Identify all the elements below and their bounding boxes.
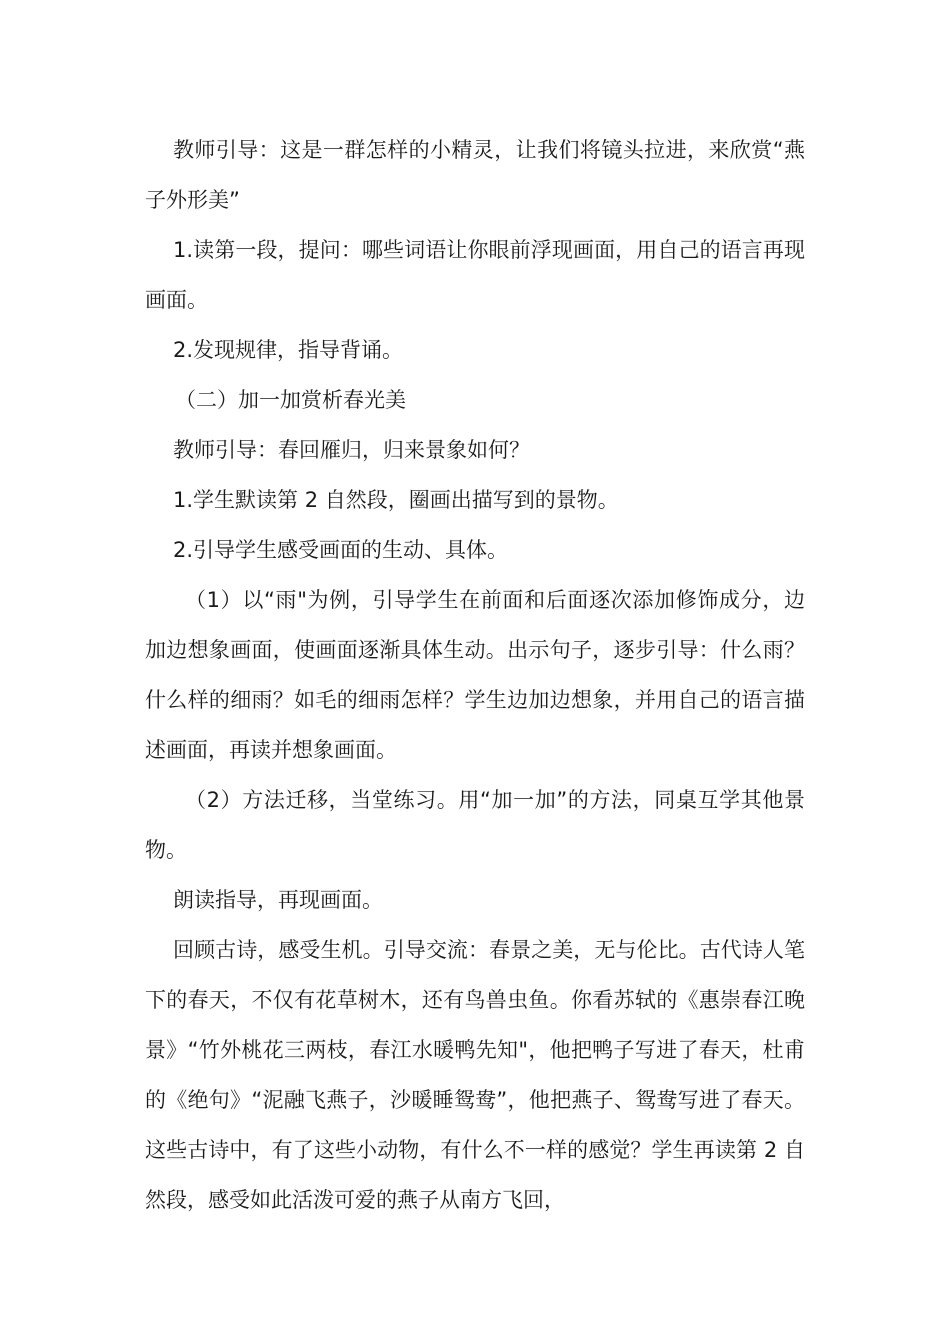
paragraph-reading-guide: 朗读指导，再现画面。 [173,888,383,912]
paragraph-sub-step-1: （1）以“雨"为例，引导学生在前面和后面逐次添加修饰成分，边加边想象画面，使画面逐渐具体生动。出示句子，逐步引导：什么雨？什么样的细雨？如毛的细雨怎样？学生边加边想象，并用自己的语言描述画面，再读并想象画面。 [145,588,805,762]
paragraph-teacher-guide-1: 教师引导：这是一群怎样的小精灵，让我们将镜头拉进，来欣赏“燕子外形美” [145,138,805,212]
paragraph-step-silent-read: 1.学生默读第 2 自然段，圈画出描写到的景物。 [173,488,619,512]
paragraph-sub-step-2: （2）方法迁移，当堂练习。用“加一加”的方法，同桌互学其他景物。 [145,788,805,862]
paragraph-step-feel-picture: 2.引导学生感受画面的生动、具体。 [173,538,509,562]
paragraph-ancient-poems: 回顾古诗，感受生机。引导交流：春景之美，无与伦比。古代诗人笔下的春天，不仅有花草树木，还有鸟兽虫鱼。你看苏轼的《惠崇春江晚景》“竹外桃花三两枝，春江水暖鸭先知"，他把鸭子写进了春天，杜甫的《绝句》“泥融飞燕子，沙暖睡鸳鸯”，他把燕子、鸳鸯写进了春天。这些古诗中，有了这些小动物，有什么不一样的感觉？学生再读第 2 自然段，感受如此活泼可爱的燕子从南方飞回， [145,938,805,1212]
paragraph-teacher-guide-2: 教师引导：春回雁归，归来景象如何？ [173,438,530,462]
document-body [145,125,805,1225]
paragraph-step-recite: 2.发现规律，指导背诵。 [173,338,404,362]
section-heading-2: （二）加一加赏析春光美 [175,388,406,412]
paragraph-step-read-first: 1.读第一段，提问：哪些词语让你眼前浮现画面，用自己的语言再现画面。 [145,238,805,312]
